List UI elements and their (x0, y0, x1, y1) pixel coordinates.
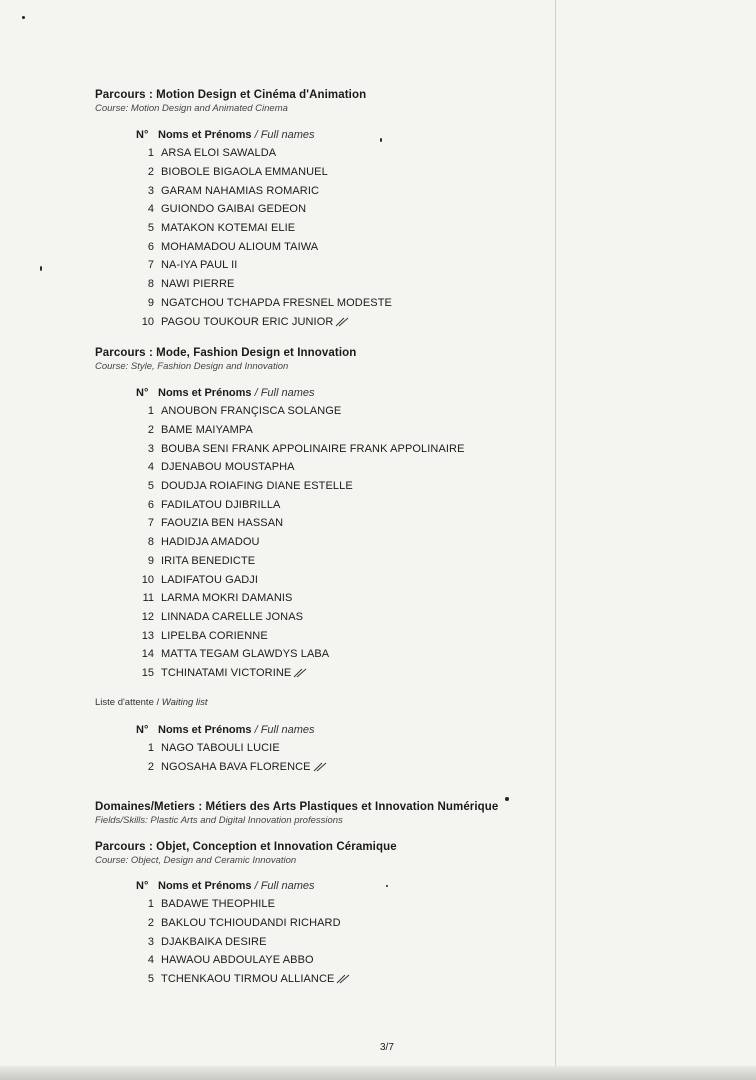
table-row: 12 LINNADA CARELLE JONAS (141, 610, 304, 623)
speck (22, 16, 25, 19)
course-heading-motion-design (95, 89, 366, 114)
table-row: 9 NGATCHOU TCHAPDA FRESNEL MODESTE (147, 296, 392, 309)
header-names-fr: Noms et Prénoms (158, 387, 252, 399)
course-heading-ceramic (95, 841, 397, 866)
table-header (136, 721, 327, 739)
table-row: 8 NAWI PIERRE (147, 278, 235, 291)
student-table-fashion-design (136, 384, 465, 682)
table-row: 10 PAGOU TOUKOUR ERIC JUNIOR (136, 312, 392, 331)
speck (40, 266, 42, 271)
table-header (136, 877, 350, 895)
waiting-list-table (136, 721, 327, 776)
table-row: 10 LADIFATOU GADJI (141, 573, 259, 586)
table-row: 3 GARAM NAHAMIAS ROMARIC (147, 184, 320, 197)
course-title: Parcours : Motion Design et Cinéma d'Animation (95, 89, 367, 101)
waiting-list-label: Liste d'attente / Waiting list (95, 697, 208, 708)
table-row: 5 DOUDJA ROIAFING DIANE ESTELLE (147, 480, 353, 493)
header-names-fr: Noms et Prénoms (158, 724, 252, 736)
page-fold-line (555, 0, 556, 1080)
table-header (136, 384, 465, 402)
course-subtitle: Course: Style, Fashion Design and Innovation (95, 361, 289, 372)
table-row: 6 FADILATOU DJIBRILLA (147, 498, 281, 511)
handwritten-tick-icon (313, 762, 327, 772)
student-table-ceramic (136, 877, 350, 988)
handwritten-tick-icon (335, 317, 349, 327)
handwritten-tick-icon (336, 974, 350, 984)
header-names-en: / Full names (251, 129, 315, 141)
table-header (136, 126, 392, 144)
header-names-en: / Full names (251, 724, 315, 736)
domain-heading-plastic-arts (95, 801, 498, 826)
table-row: 5 TCHENKAOU TIRMOU ALLIANCE (136, 970, 350, 989)
header-names-fr: Noms et Prénoms (158, 880, 252, 892)
table-row: 9 IRITA BENEDICTE (147, 554, 256, 567)
table-row: 4 GUIONDO GAIBAI GEDEON (147, 203, 307, 216)
table-row: 7 NA-IYA PAUL II (147, 259, 238, 272)
course-title: Parcours : Objet, Conception et Innovation Céramique (95, 841, 397, 853)
page-bottom-shadow (0, 1066, 756, 1080)
header-number: N° (136, 724, 149, 736)
table-row: 1 NAGO TABOULI LUCIE (147, 742, 280, 755)
table-row: 11 LARMA MOKRI DAMANIS (142, 592, 293, 605)
speck (505, 797, 509, 801)
table-row: 3 DJAKBAIKA DESIRE (147, 935, 267, 948)
table-row: 2 BIOBOLE BIGAOLA EMMANUEL (147, 166, 328, 179)
header-number: N° (136, 129, 149, 141)
table-row: 14 MATTA TEGAM GLAWDYS LABA (141, 648, 330, 661)
course-title: Parcours : Mode, Fashion Design et Innovation (95, 347, 357, 359)
table-row: 8 HADIDJA AMADOU (147, 536, 260, 549)
header-names-fr: Noms et Prénoms (158, 129, 252, 141)
table-row: 1 BADAWE THEOPHILE (147, 898, 276, 911)
course-subtitle: Course: Object, Design and Ceramic Innovation (95, 855, 297, 866)
domain-title: Domaines/Metiers : Métiers des Arts Plastiques et Innovation Numérique (95, 801, 499, 813)
handwritten-tick-icon (293, 668, 307, 678)
table-row: 15 TCHINATAMI VICTORINE (136, 664, 465, 683)
header-number: N° (136, 880, 149, 892)
table-row: 3 BOUBA SENI FRANK APPOLINAIRE FRANK APPOLINAIRE (147, 442, 465, 455)
table-row: 6 MOHAMADOU ALIOUM TAIWA (147, 240, 319, 253)
table-row: 5 MATAKON KOTEMAI ELIE (147, 222, 296, 235)
table-row: 2 BAKLOU TCHIOUDANDI RICHARD (147, 917, 341, 930)
table-row: 7 FAOUZIA BEN HASSAN (147, 517, 284, 530)
header-names-en: / Full names (251, 387, 315, 399)
course-heading-fashion-design (95, 347, 356, 372)
table-row: 13 LIPELBA CORIENNE (141, 629, 268, 642)
table-row: 1 ANOUBON FRANÇISCA SOLANGE (147, 405, 342, 418)
header-number: N° (136, 387, 149, 399)
course-subtitle: Course: Motion Design and Animated Cinema (95, 103, 288, 114)
speck (386, 885, 388, 887)
table-row: 2 BAME MAIYAMPA (147, 424, 253, 437)
table-row: 4 HAWAOU ABDOULAYE ABBO (147, 954, 314, 967)
student-table-motion-design (136, 126, 392, 331)
table-row: 1 ARSA ELOI SAWALDA (147, 147, 277, 160)
domain-subtitle: Fields/Skills: Plastic Arts and Digital Innovation professions (95, 815, 343, 826)
table-row: 4 DJENABOU MOUSTAPHA (147, 461, 295, 474)
header-names-en: / Full names (251, 880, 315, 892)
table-row: 2 NGOSAHA BAVA FLORENCE (136, 758, 327, 777)
page-number: 3/7 (380, 1042, 394, 1053)
